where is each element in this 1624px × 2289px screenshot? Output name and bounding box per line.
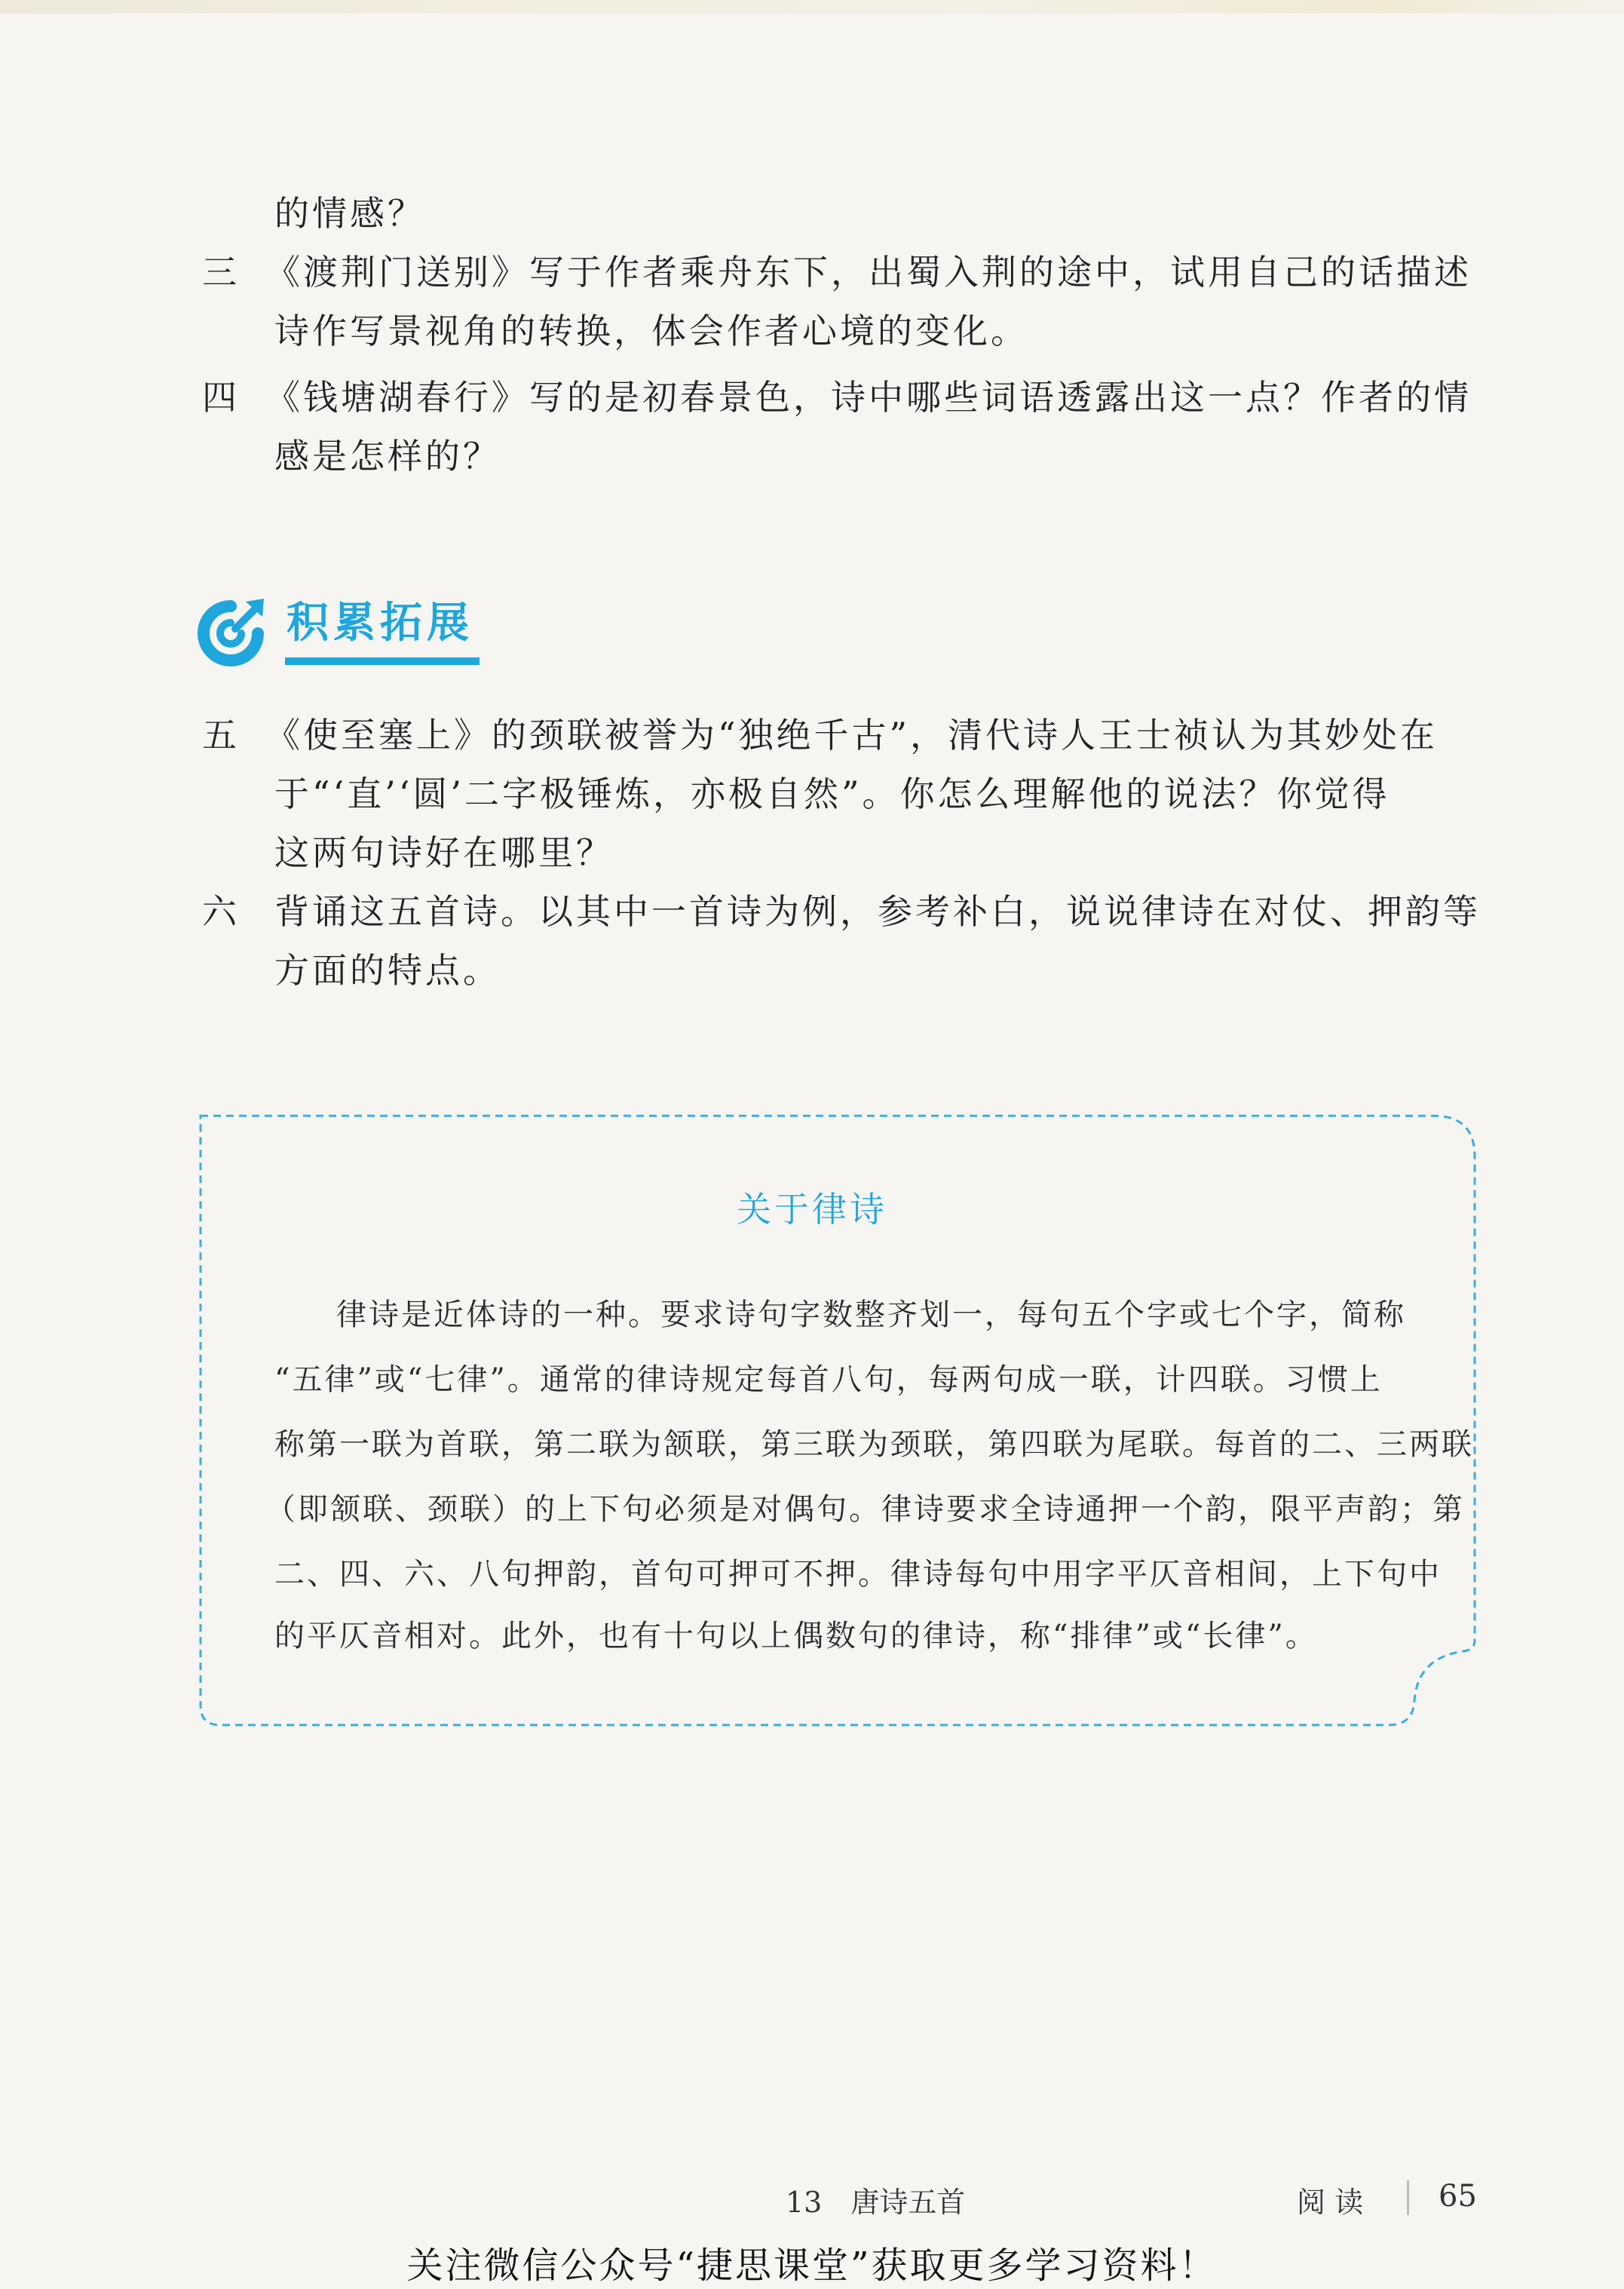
footer-divider xyxy=(1407,2180,1409,2215)
question-5-line-2: 于“‘直’‘圆’二字极锤炼，亦极自然”。你怎么理解他的说法？你觉得 xyxy=(274,774,1390,814)
note-line-3: 称第一联为首联，第二联为颔联，第三联为颈联，第四联为尾联。每首的二、三两联 xyxy=(274,1427,1474,1462)
question-5-number: 五 xyxy=(202,715,237,755)
question-6-line-2: 方面的特点。 xyxy=(274,950,501,991)
question-6-line-1: 背诵这五首诗。以其中一首诗为例，参考补白，说说律诗在对仗、押韵等 xyxy=(274,891,1481,932)
question-5-line-3: 这两句诗好在哪里？ xyxy=(274,832,614,873)
scan-top-strip xyxy=(0,0,1624,14)
note-line-5: 二、四、六、八句押韵，首句可押可不押。律诗每句中用字平仄音相间，上下句中 xyxy=(274,1557,1442,1592)
footer-section: 阅 读 xyxy=(1297,2186,1364,2219)
question-4-line-2: 感是怎样的？ xyxy=(274,436,501,476)
question-2-tail: 的情感？ xyxy=(274,193,425,234)
section-underline xyxy=(285,657,480,665)
question-3-number: 三 xyxy=(202,252,237,293)
question-4-line-1: 《钱塘湖春行》写的是初春景色，诗中哪些词语透露出这一点？作者的情 xyxy=(265,377,1472,418)
note-line-6: 的平仄音相对。此外，也有十句以上偶数句的律诗，称“排律”或“长律”。 xyxy=(274,1619,1318,1653)
note-line-1: 律诗是近体诗的一种。要求诗句字数整齐划一，每句五个字或七个字，简称 xyxy=(336,1298,1406,1332)
question-6-number: 六 xyxy=(202,891,237,932)
question-5-line-1: 《使至塞上》的颈联被誉为“独绝千古”，清代诗人王士祯认为其妙处在 xyxy=(265,715,1439,755)
question-3-line-1: 《渡荆门送别》写于作者乘舟东下，出蜀入荆的途中，试用自己的话描述 xyxy=(265,252,1472,293)
question-4-number: 四 xyxy=(202,377,237,418)
note-line-4: （即颔联、颈联）的上下句必须是对偶句。律诗要求全诗通押一个韵，限平声韵；第 xyxy=(265,1492,1465,1527)
footer-lesson: 13 唐诗五首 xyxy=(786,2186,966,2219)
circular-arrow-icon xyxy=(193,596,268,671)
note-line-2: “五律”或“七律”。通常的律诗规定每首八句，每两句成一联，计四联。习惯上 xyxy=(274,1362,1383,1397)
watermark-text: 关注微信公众号“捷思课堂”获取更多学习资料！ xyxy=(406,2245,1218,2287)
page-number: 65 xyxy=(1439,2179,1477,2214)
question-3-line-2: 诗作写景视角的转换，体会作者心境的变化。 xyxy=(274,311,1028,351)
section-title: 积累拓展 xyxy=(286,599,473,648)
note-title: 关于律诗 xyxy=(737,1189,887,1230)
